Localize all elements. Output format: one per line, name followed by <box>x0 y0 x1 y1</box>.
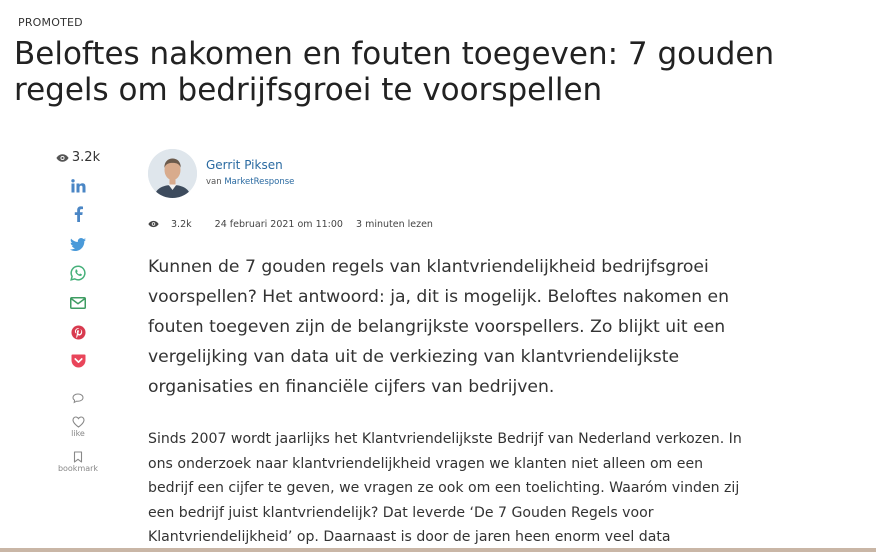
bookmark-label: bookmark <box>57 464 99 473</box>
organization-link[interactable]: MarketResponse <box>224 177 295 187</box>
bookmark-button[interactable] <box>50 451 106 473</box>
read-time: 3 minuten lezen <box>356 219 433 230</box>
article-paragraph: Sinds 2007 wordt jaarlijks het Klantvriendelijkste Bedrijf van Nederland verkozen. In ons onderzoek naar klantvriendelijkheid vragen we klanten niet alleen om een bedrijf een cijfer te geven, we vragen ze ook om een toelichting. Waaróm vinden zij een bedrijf juist klantvriendelijk? Dat leverde ‘De 7 Gouden Regels voor Klantvriendelijkheid’ op. Daarnaast is door de jaren heen enorm veel data <box>148 431 742 545</box>
comment-icon <box>50 393 106 404</box>
view-count-value: 3.2k <box>71 150 101 165</box>
whatsapp-share-button[interactable] <box>68 263 88 283</box>
pocket-icon <box>71 354 86 368</box>
like-button[interactable] <box>50 416 106 438</box>
bookmark-icon <box>50 451 106 463</box>
linkedin-icon <box>71 179 86 193</box>
email-icon <box>70 297 86 309</box>
article-lead: Kunnen de 7 gouden regels van klantvriendelijkheid bedrijfsgroei voorspellen? Het antwoord: ja, dit is mogelijk. Beloftes nakomen en fouten toegeven zijn de belangrijkste voorspellers. Zo blijkt uit een vergelijking van data uit de verkiezing van klantvriendelijkste organisaties en financiële cijfers van bedrijven. <box>148 257 730 397</box>
facebook-share-button[interactable] <box>68 204 88 224</box>
author-name-link[interactable]: Gerrit Piksen <box>206 158 283 172</box>
like-label: like <box>71 429 85 438</box>
view-count <box>50 150 106 165</box>
heart-icon <box>50 416 106 428</box>
promoted-label: PROMOTED <box>18 16 83 29</box>
publish-date: 24 februari 2021 om 11:00 <box>214 219 343 230</box>
article-meta <box>148 219 443 230</box>
bottom-edge-strip <box>0 548 876 552</box>
pinterest-share-button[interactable] <box>68 322 88 342</box>
email-share-button[interactable] <box>68 293 88 313</box>
whatsapp-icon <box>70 265 86 281</box>
eye-icon <box>56 150 72 165</box>
eye-icon <box>148 219 161 230</box>
article-title: Beloftes nakomen en fouten toegeven: 7 gouden regels om bedrijfsgroei te voorspellen <box>14 36 775 108</box>
pinterest-icon <box>71 325 86 340</box>
author-org-prefix: van <box>206 177 222 187</box>
author-avatar[interactable] <box>148 149 197 198</box>
pocket-save-button[interactable] <box>68 351 88 371</box>
linkedin-share-button[interactable] <box>68 176 88 196</box>
meta-views-value: 3.2k <box>171 219 192 230</box>
comment-button[interactable] <box>50 393 106 405</box>
twitter-share-button[interactable] <box>68 234 88 254</box>
twitter-icon <box>70 238 86 251</box>
meta-views <box>148 219 202 230</box>
facebook-icon <box>74 206 83 222</box>
author-organization <box>206 177 294 187</box>
